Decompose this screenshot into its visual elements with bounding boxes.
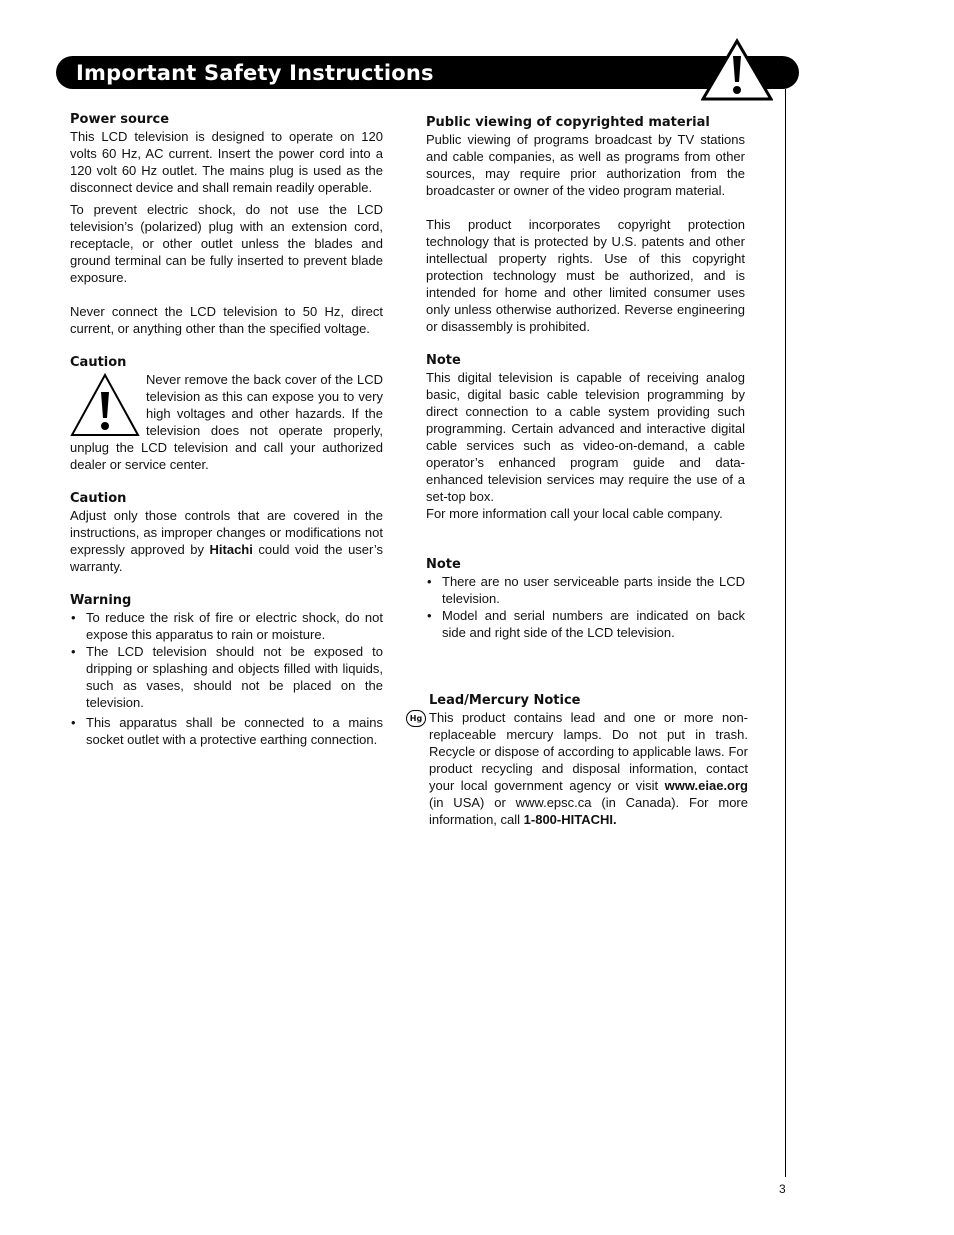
note-heading-2: Note xyxy=(426,557,461,572)
caution-triangle-icon xyxy=(70,372,140,438)
caution-section-2 xyxy=(70,490,383,575)
copyright-heading: Public viewing of copyrighted material xyxy=(426,115,710,130)
page-number: 3 xyxy=(779,1182,786,1196)
caution-heading-2: Caution xyxy=(70,491,127,506)
caution-text-1: Never remove the back cover of the LCD television as this can expose you to very high voltages and other hazards. If the television does not operate properly, unplug the LCD television and call your authorized dealer or service center. xyxy=(70,372,383,472)
right-margin-rule xyxy=(785,89,786,1177)
hitachi-phone: 1-800-HITACHI. xyxy=(523,812,617,827)
lead-mercury-heading: Lead/Mercury Notice xyxy=(429,693,581,708)
caution-heading-1: Caution xyxy=(70,355,127,370)
list-item: • To reduce the risk of fire or electric shock, do not expose this apparatus to rain or moisture. xyxy=(70,609,383,643)
note-section-1 xyxy=(426,352,745,522)
power-source-section xyxy=(70,111,383,337)
power-source-paragraph-3: Never connect the LCD television to 50 Hz, direct current, or anything other than the specified voltage. xyxy=(70,304,383,336)
left-column xyxy=(70,111,383,748)
note-section-2 xyxy=(426,556,745,641)
caution-text-2: Adjust only those controls that are covered in the instructions, as improper changes or modifications not expressly approved by Hitachi could void the user’s warranty. xyxy=(70,508,383,574)
note-paragraph-2: For more information call your local cable company. xyxy=(426,506,723,521)
lead-mercury-text: This product contains lead and one or more non-replaceable mercury lamps. Do not put in trash. Recycle or dispose of according to applicable laws. For product recycling and disposal information, contact your local government agency or visit www.eiae.org (in USA) or www.epsc.ca (in Canada). For more information, call 1-800-HITACHI. xyxy=(429,710,748,827)
brand-name: Hitachi xyxy=(209,542,253,557)
eiae-link[interactable]: www.eiae.org xyxy=(664,778,748,793)
list-item: • There are no user serviceable parts inside the LCD television. xyxy=(426,573,745,607)
power-source-heading: Power source xyxy=(70,112,170,127)
list-item: • Model and serial numbers are indicated on back side and right side of the LCD television. xyxy=(426,607,745,641)
warning-list xyxy=(70,609,383,748)
warning-heading: Warning xyxy=(70,593,132,608)
header-bar xyxy=(56,56,799,89)
note-paragraph-1: This digital television is capable of receiving analog basic, digital basic cable television programming by direct connection to a cable system providing such programming. Certain advanced and interactive digital cable services such as video-on-demand, a cable operator’s enhanced program guide and data-enhanced television services may require the use of a set-top box. xyxy=(426,370,745,504)
list-item: • This apparatus shall be connected to a mains socket outlet with a protective earthing connection. xyxy=(70,714,383,748)
mercury-hg-icon: Hg xyxy=(406,710,426,727)
copyright-paragraph-2: This product incorporates copyright protection technology that is protected by U.S. patents and other intellectual property rights. Use of this copyright protection technology must be authorized, and is intended for home and other limited consumer uses only unless otherwise authorized. Reverse engineering or disassembly is prohibited. xyxy=(426,217,745,334)
copyright-paragraph-1: Public viewing of programs broadcast by TV stations and cable companies, as well as programs from other sources, may require prior authorization from the broadcaster or owner of the video program material. xyxy=(426,132,745,198)
caution-section-1 xyxy=(70,354,383,473)
power-source-paragraph-1: This LCD television is designed to operate on 120 volts 60 Hz, AC current. Insert the power cord into a 120 volt 60 Hz outlet. The mains plug is used as the disconnect device and shall remain readily operable. xyxy=(70,129,383,195)
right-column xyxy=(409,114,748,828)
warning-triangle-icon xyxy=(701,38,773,102)
note-list xyxy=(426,573,745,641)
note-heading-1: Note xyxy=(426,353,461,368)
list-item: • The LCD television should not be exposed to dripping or splashing and objects filled with liquids, such as vases, should not be placed on the television. xyxy=(70,643,383,711)
lead-mercury-section xyxy=(409,692,748,828)
warning-section xyxy=(70,592,383,748)
power-source-paragraph-2: To prevent electric shock, do not use the LCD television’s (polarized) plug with an extension cord, receptacle, or other outlet unless the blades and ground terminal can be fully inserted to prevent blade exposure. xyxy=(70,202,383,285)
page-title: Important Safety Instructions xyxy=(76,61,434,85)
copyright-section xyxy=(426,114,745,335)
